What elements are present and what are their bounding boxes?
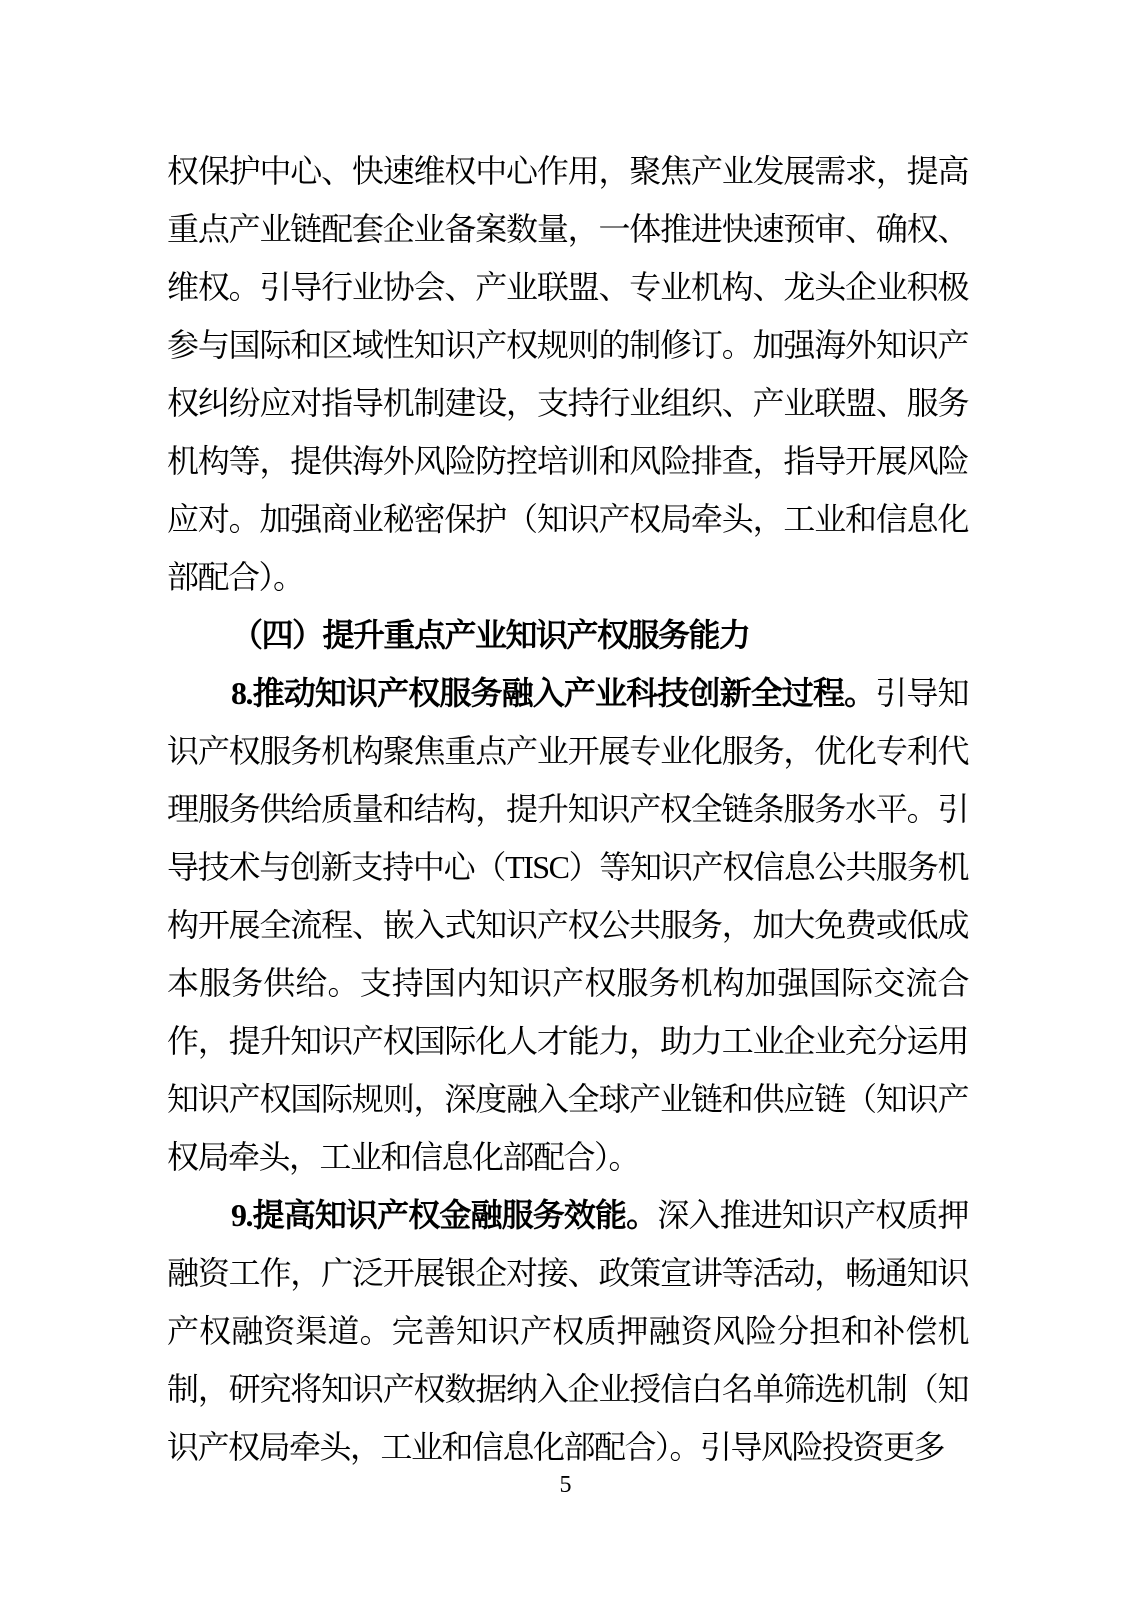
page-number: 5 <box>559 1472 572 1498</box>
paragraph-item-9 <box>167 1186 968 1476</box>
item-9-body-text: 深入推进知识产权质押融资工作，广泛开展银企对接、政策宣讲等活动，畅通知识产权融资渠道。完善知识产权质押融资风险分担和补偿机制，研究将知识产权数据纳入企业授信白名单筛选机制（知识产权局牵头，工业和信息化部配合）。引导风险投资更多 <box>167 1197 968 1465</box>
paragraph-item-8 <box>167 664 968 1186</box>
item-8-body-text: 引导知识产权服务机构聚焦重点产业开展专业化服务，优化专利代理服务供给质量和结构，提升知识产权全链条服务水平。引导技术与创新支持中心（TISC）等知识产权信息公共服务机构开展全流程、嵌入式知识产权公共服务，加大免费或低成本服务供给。支持国内知识产权服务机构加强国际交流合作，提升知识产权国际化人才能力，助力工业企业充分运用知识产权国际规则，深度融入全球产业链和供应链（知识产权局牵头，工业和信息化部配合）。 <box>167 675 968 1175</box>
paragraph-continuation: 权保护中心、快速维权中心作用，聚焦产业发展需求，提高重点产业链配套企业备案数量，一体推进快速预审、确权、维权。引导行业协会、产业联盟、专业机构、龙头企业积极参与国际和区域性知识产权规则的制修订。加强海外知识产权纠纷应对指导机制建设，支持行业组织、产业联盟、服务机构等，提供海外风险防控培训和风险排查，指导开展风险应对。加强商业秘密保护（知识产权局牵头，工业和信息化部配合）。 <box>167 153 968 595</box>
section-heading: （四）提升重点产业知识产权服务能力 <box>231 617 750 653</box>
item-8-lead-sentence: 8.推动知识产权服务融入产业科技创新全过程。 <box>231 675 876 711</box>
document-body <box>167 142 968 1476</box>
item-9-lead-sentence: 9.提高知识产权金融服务效能。 <box>231 1197 658 1233</box>
